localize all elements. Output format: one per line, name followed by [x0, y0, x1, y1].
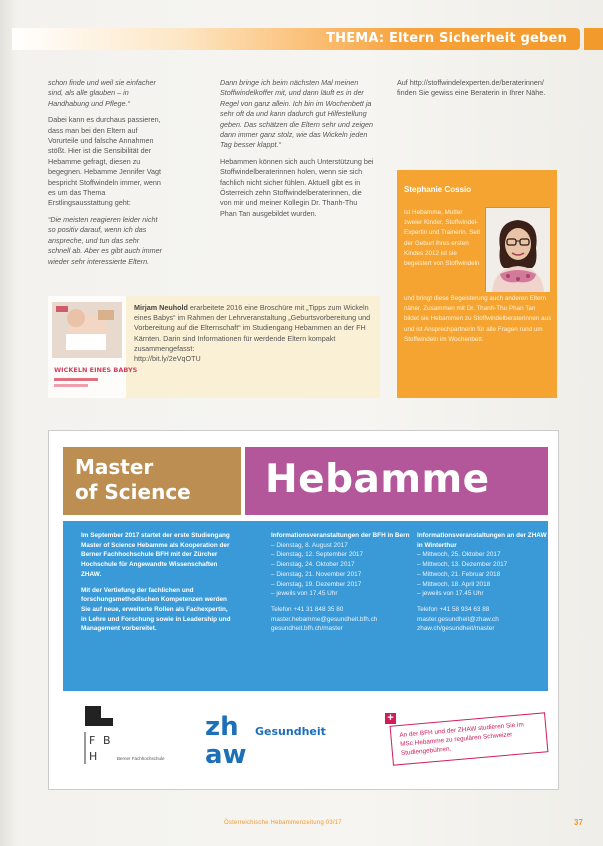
list-item: – Dienstag, 8. August 2017: [271, 541, 348, 549]
brochure-info-box: [48, 296, 380, 398]
brochure-author: Mirjam Neuhold: [134, 303, 188, 312]
ad-bfh-email[interactable]: master.hebamme@gesundheit.bfh.ch: [271, 615, 378, 623]
page-footer: Österreichische Hebammenzeitung 03/17: [224, 820, 342, 826]
list-item: – Dienstag, 12. September 2017: [271, 551, 364, 559]
header-tab: [584, 28, 603, 50]
svg-text:aw: aw: [205, 740, 247, 770]
zhaw-gesundheit: Gesundheit: [255, 725, 326, 738]
ad-bfh-url[interactable]: gesundheit.bfh.ch/master: [271, 625, 343, 633]
quote-paragraph: Dann bringe ich beim nächsten Mal meinen Stoffwindelkoffer mit, und dann läuft es in der Regel von ganz allein. Ich bin im Wochenbett ja sehr oft da und kann dadurch gut Hilfestellung geben. Das schätzen die Eltern sehr und zeigen dann immer ganz stolz, wie das Wickeln jeden Tag besser klappt.“: [220, 78, 374, 150]
paragraph: schon finde und weil sie einfacher sind, als alle glauben – in Handhabung und Pflege.“: [48, 78, 156, 108]
author-name: Stephanie Cossio: [404, 185, 472, 194]
article-column-2: [220, 78, 375, 225]
zhaw-logo: [205, 707, 341, 770]
advertisement: [48, 430, 559, 790]
bfh-logo: [81, 706, 171, 770]
svg-text:H: H: [89, 750, 98, 763]
author-bio-part-1: ist Hebamme, Mutter zweier Kinder, Stoffwindel-Expertin und Trainerin. Seit der Geburt ihres ersten Kindes 2012 ist sie begeistert von Stoffwindeln: [404, 209, 480, 268]
list-item: – Mittwoch, 18. April 2018: [417, 580, 491, 588]
brochure-cover-title: WICKELN EINES BABYS: [54, 366, 138, 374]
ad-bfh-events-column: [271, 531, 415, 634]
ad-master-heading: [75, 455, 191, 505]
list-item: – Dienstag, 24. Oktober 2017: [271, 561, 355, 569]
ad-master-line-2: of Science: [75, 480, 191, 504]
ad-bfh-phone: Telefon +41 31 848 35 80: [271, 605, 344, 613]
list-item: – Dienstag, 19. Dezember 2017: [271, 580, 362, 588]
list-item: – Mittwoch, 13. Dezember 2017: [417, 561, 508, 569]
quote-paragraph: “Die meisten reagieren leider nicht so positiv darauf, wenn ich das anspreche, und tun das sehr schnell ab. Aber es gibt auch immer wieder sehr interessierte Eltern.: [48, 214, 162, 266]
ad-zhaw-email[interactable]: master.gesundheit@zhaw.ch: [417, 615, 499, 623]
author-photo: [485, 207, 549, 291]
ad-intro-column: [81, 531, 235, 634]
list-item: – Dienstag, 21. November 2017: [271, 570, 362, 578]
svg-text:F: F: [89, 734, 96, 747]
page-number: 37: [574, 818, 583, 827]
ad-intro-body: Mit der Vertiefung der fachlichen und forschungsmethodischen Kompetenzen werden Sie auf neue, erweiterte Rollen als Fachexpertin, in Lehre und Forschung sowie in Leadership und Management vorbereitet.: [81, 586, 231, 633]
brochure-description: [134, 303, 374, 364]
list-item: – jeweils von 17.45 Uhr: [417, 590, 484, 598]
article-column-1: [48, 78, 163, 273]
ad-bfh-heading: Informationsveranstaltungen der BFH in Bern: [271, 532, 410, 539]
paragraph: Dabei kann es durchaus passieren, dass man bei den Eltern auf Vorurteile und falsche Annahmen stößt. Hier ist die Sensibilität der Hebamme gefragt, diesen zu begegnen. Hebamme Jennifer Vagt bespricht Stoffwindeln immer, wenn es um das Thema Erstlingsausstattung geht:: [48, 115, 161, 208]
paragraph: Auf http://stoffwindelexperten.de/beraterinnen/ finden Sie gewiss eine Beraterin in Ihrer Nähe.: [397, 78, 546, 98]
ad-zhaw-url[interactable]: zhaw.ch/gesundheit/master: [417, 625, 495, 633]
svg-text:B: B: [103, 734, 111, 747]
brochure-link[interactable]: http://bit.ly/2eVqOTU: [134, 354, 201, 364]
ad-zhaw-events-column: [417, 531, 547, 634]
author-bio-part-2: und bringt diese Begeisterung auch anderen Eltern näher. Zusammen mit Dr. Thanh-Thu Phan Tan bildet sie Hebammen zu Stoffwindelberaterinnen aus und ist Ansprechpartnerin für alle Fragen rund um Stoffwindeln im Wochenbett.: [404, 295, 552, 343]
svg-text:zh: zh: [205, 712, 239, 742]
list-item: – Mittwoch, 21. Februar 2018: [417, 570, 501, 578]
list-item: – jeweils von 17.45 Uhr: [271, 590, 338, 598]
author-profile-box: [397, 170, 557, 398]
brochure-cover-image: [48, 296, 138, 398]
ad-hebamme-heading: Hebamme: [265, 457, 490, 502]
plus-icon: +: [385, 713, 396, 724]
bfh-caption: Berner Fachhochschule: [117, 756, 165, 761]
ad-intro-lead: Im September 2017 startet der erste Studiengang Master of Science Hebamme als Kooperation der Berner Fachhochschule BFH mit der Zürcher Hochschule für Angewandte Wissenschaften ZHAW.: [81, 532, 230, 578]
ad-master-line-1: Master: [75, 455, 154, 479]
paragraph: Hebammen können sich auch Unterstützung bei Stoffwindelberaterinnen holen, wenn sie sich fachlich nicht sicher fühlen. Aktuell gibt es in Österreich zehn Stoffwindelberaterinnen, die von mir und meiner Kollegin Dr. Thanh-Thu Phan Tan ausgebildet wurden.: [220, 156, 374, 218]
ad-zhaw-phone: Telefon +41 58 934 63 88: [417, 605, 490, 613]
article-column-3: [397, 78, 557, 105]
page-title: THEMA: Eltern Sicherheit geben: [326, 31, 567, 46]
ad-zhaw-heading: Informationsveranstaltungen an der ZHAW in Winterthur: [417, 532, 547, 549]
list-item: – Mittwoch, 25. Oktober 2017: [417, 551, 501, 559]
ad-fee-note: An der BFH und der ZHAW studieren Sie im MSc Hebamme zu regulären Schweizer Studiengebühren.: [390, 712, 549, 765]
brochure-text: erarbeitete 2016 eine Broschüre mit „Tipps zum Wickeln eines Babys“ im Rahmen der Lehrveranstaltung „Geburtsvorbereitung und Vorbereitung auf die Elternschaft“ im Studiengang Hebammen an der FH Kärnten. Darin sind Informationen für werdende Eltern kompakt zusammengefasst:: [134, 303, 371, 353]
